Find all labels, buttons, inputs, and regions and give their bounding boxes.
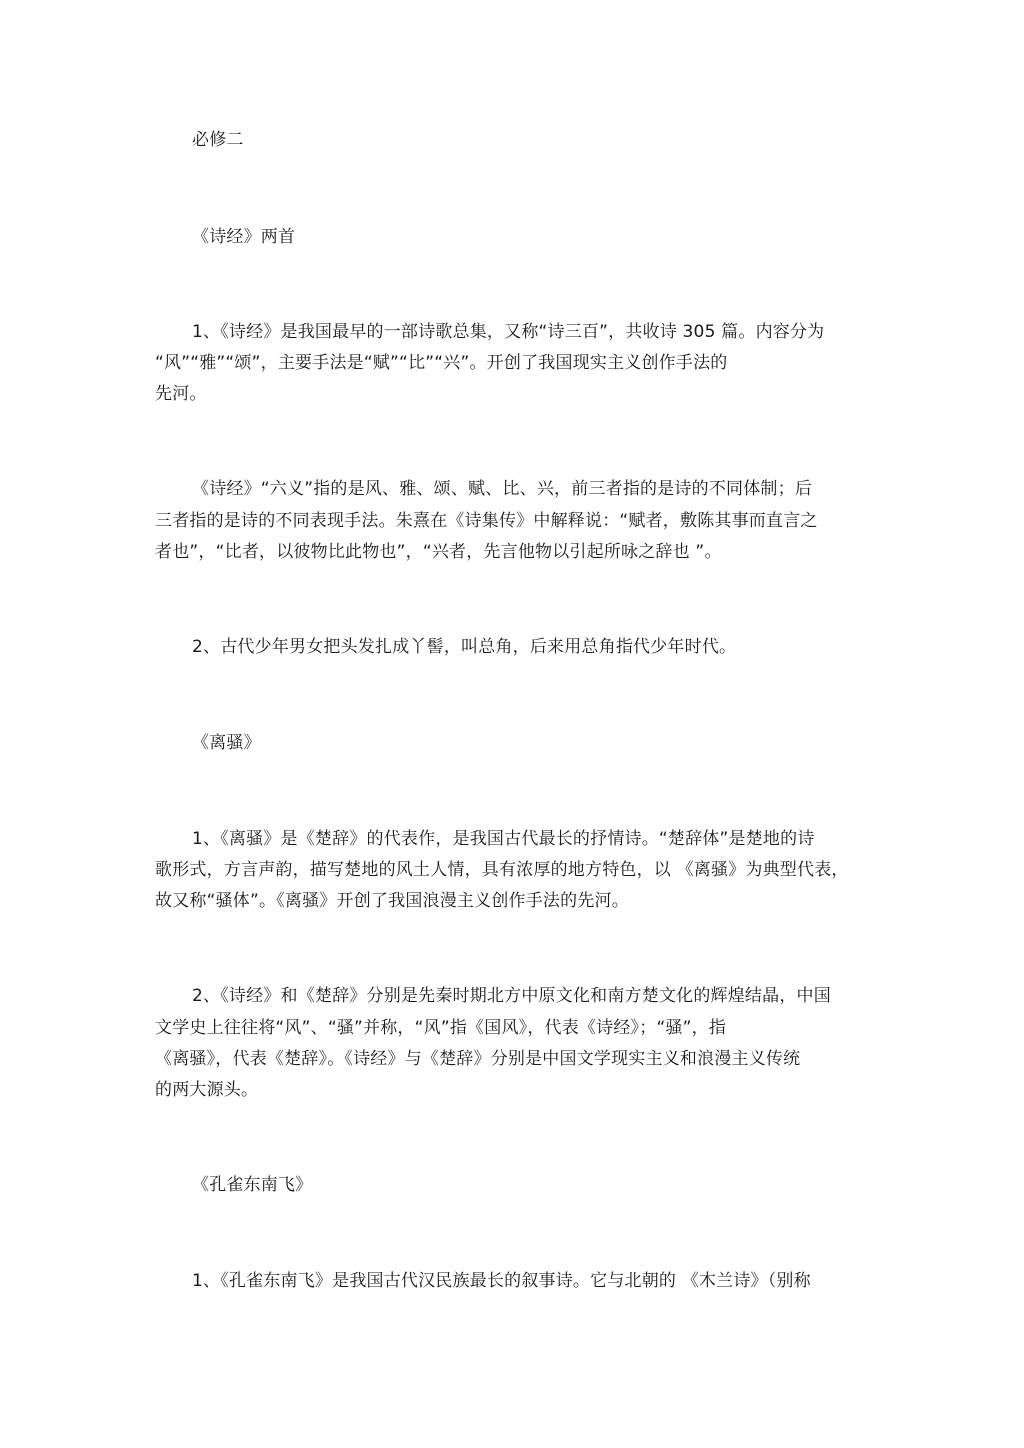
paragraph-line: 《诗经》“六义”指的是风、雅、颂、赋、比、兴，前三者指的是诗的不同体制；后 (192, 479, 813, 499)
paragraph-line: 歌形式，方言声韵，描写楚地的风土人情，具有浓厚的地方特色，以 《离骚》为典型代表， (155, 860, 849, 880)
paragraph-line: 1、《诗经》是我国最早的一部诗歌总集，又称“诗三百”，共收诗 305 篇。内容分为 (192, 322, 825, 342)
paragraph-line: 的两大源头。 (155, 1080, 259, 1100)
paragraph-line: 《离骚》，代表《楚辞》。《诗经》与《楚辞》分别是中国文学现实主义和浪漫主义传统 (155, 1049, 801, 1069)
paragraph-line: 文学史上往往将“风”、“骚”并称，“风”指《国风》，代表《诗经》；“骚”，指 (155, 1018, 727, 1038)
page-heading: 必修二 (192, 130, 244, 150)
paragraph-line: 先河。 (155, 384, 207, 404)
paragraph-line: 1、《孔雀东南飞》是我国古代汉民族最长的叙事诗。它与北朝的 《木兰诗》（别称 (192, 1271, 811, 1291)
paragraph-line: 1、《离骚》是《楚辞》的代表作，是我国古代最长的抒情诗。“楚辞体”是楚地的诗 (192, 829, 815, 849)
section-title-kongque: 《孔雀东南飞》 (192, 1175, 313, 1195)
section-title-shijing: 《诗经》两首 (192, 227, 296, 247)
paragraph-line: 2、《诗经》和《楚辞》分别是先秦时期北方中原文化和南方楚文化的辉煌结晶，中国 (192, 986, 831, 1006)
paragraph-line: 者也”，“比者，以彼物比此物也”，“兴者，先言他物以引起所咏之辞也 ”。 (155, 542, 722, 562)
section-title-lisao: 《离骚》 (192, 733, 261, 753)
paragraph-line: 三者指的是诗的不同表现手法。朱熹在《诗集传》中解释说：“赋者，敷陈其事而直言之 (155, 511, 818, 531)
paragraph-line: 2、古代少年男女把头发扎成丫髻，叫总角，后来用总角指代少年时代。 (192, 637, 737, 657)
paragraph-line: “风”“雅”“颂”，主要手法是“赋”“比”“兴”。开创了我国现实主义创作手法的 (155, 353, 728, 373)
paragraph-line: 故又称“骚体”。《离骚》开创了我国浪漫主义创作手法的先河。 (155, 891, 629, 911)
